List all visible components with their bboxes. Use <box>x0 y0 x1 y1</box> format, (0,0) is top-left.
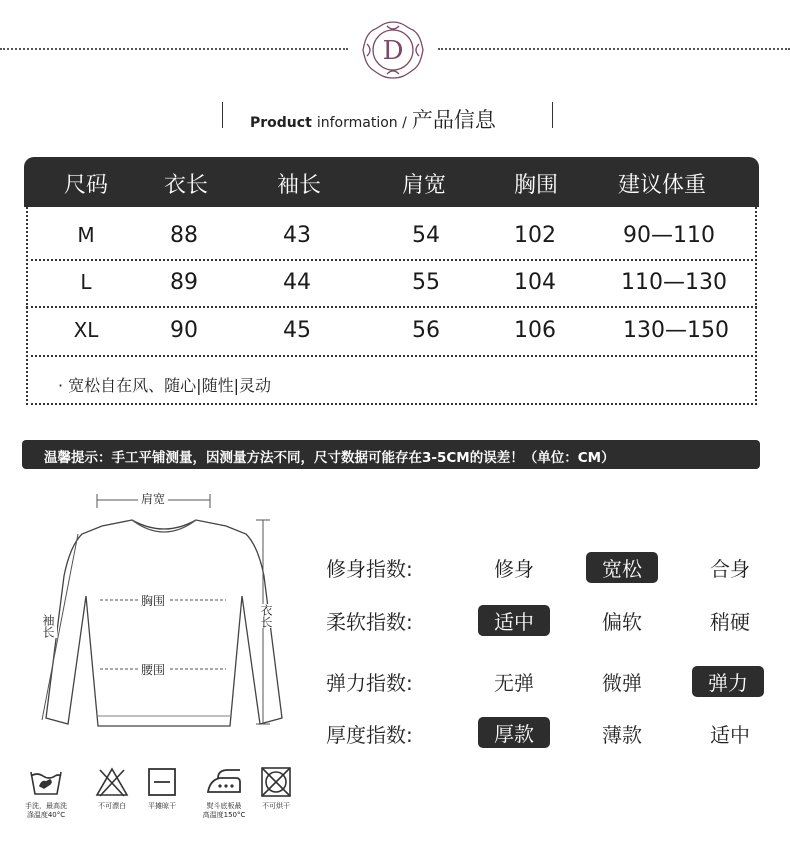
option-thick-thin: 薄款 <box>602 723 642 747</box>
option-elastic-none: 无弹 <box>494 671 534 695</box>
cell-chest: 102 <box>514 223 556 248</box>
heading-english: information / <box>316 115 407 131</box>
cell-size: M <box>77 223 95 247</box>
cell-sleeve: 45 <box>283 318 311 343</box>
cell-sleeve: 43 <box>283 223 311 248</box>
caption-dry-flat: 平摊晾干 <box>148 802 176 810</box>
cell-shoulder: 55 <box>412 270 440 295</box>
table-header <box>24 157 759 207</box>
garment-diagram <box>20 486 285 756</box>
notice-text: 温馨提示：手工平铺测量，因测量方法不同，尺寸数据可能存在3-5CM的误差！（单位：CM） <box>44 450 615 466</box>
top-dotted-line-right <box>438 48 790 50</box>
caption-hand-wash: 手洗，最高洗 涤温度40°C <box>25 802 67 819</box>
row-separator <box>26 355 757 357</box>
sweater-outline <box>20 486 285 756</box>
option-soft-stiff: 稍硬 <box>710 610 750 634</box>
care-iron <box>196 766 252 820</box>
cell-sleeve: 44 <box>283 270 311 295</box>
header-length: 衣长 <box>163 173 209 198</box>
size-table <box>24 157 759 405</box>
brand-logo <box>357 18 429 82</box>
dry-flat-icon <box>144 766 180 798</box>
index-label-softness: 柔软指数: <box>326 610 413 634</box>
header-weight: 建议体重 <box>617 173 707 198</box>
cell-shoulder: 56 <box>412 318 440 343</box>
cell-shoulder: 54 <box>412 223 440 248</box>
header-chest: 胸围 <box>513 173 559 198</box>
no-bleach-icon <box>94 766 130 798</box>
style-note: · 宽松自在风、随心|随性|灵动 <box>58 376 271 395</box>
hand-wash-icon <box>28 766 64 798</box>
logo-letter: D <box>382 36 404 66</box>
cell-chest: 106 <box>514 318 556 343</box>
index-label-elasticity: 弹力指数: <box>326 671 413 695</box>
label-shoulder: 肩宽 <box>138 490 168 507</box>
cell-length: 89 <box>170 270 198 295</box>
cell-length: 90 <box>170 318 198 343</box>
option-soft-soft: 偏软 <box>602 610 642 634</box>
label-waist: 腰围 <box>138 661 168 678</box>
label-length: 衣长 <box>259 604 273 628</box>
measurement-notice-banner <box>22 440 760 469</box>
option-elastic-stretch-selected: 弹力 <box>692 666 764 697</box>
caption-no-tumble-dry: 不可烘干 <box>262 802 290 810</box>
care-dry-flat <box>134 766 190 811</box>
label-chest: 胸围 <box>138 592 168 609</box>
heading-chinese: 产品信息 <box>411 108 496 132</box>
cell-length: 88 <box>170 223 198 248</box>
cell-weight: 90—110 <box>623 223 715 248</box>
care-hand-wash <box>18 766 74 820</box>
option-elastic-slight: 微弹 <box>602 671 642 695</box>
caption-no-bleach: 不可漂白 <box>98 802 126 810</box>
iron-icon <box>204 766 244 798</box>
header-shoulder: 肩宽 <box>401 173 447 198</box>
section-heading <box>222 100 554 130</box>
cell-size: XL <box>73 318 99 342</box>
caption-iron: 熨斗底板最 高温度150°C <box>202 802 246 819</box>
index-label-fit: 修身指数: <box>326 557 413 581</box>
cell-chest: 104 <box>514 270 556 295</box>
header-size: 尺码 <box>63 173 109 198</box>
index-label-thickness: 厚度指数: <box>326 723 413 747</box>
row-separator <box>26 259 757 261</box>
option-thick-thick-selected: 厚款 <box>478 717 550 748</box>
heading-bar-left <box>222 102 223 128</box>
no-tumble-dry-icon <box>258 766 294 798</box>
option-fit-regular: 合身 <box>710 557 750 581</box>
table-border-bottom <box>26 403 757 405</box>
option-soft-medium-selected: 适中 <box>478 605 550 636</box>
option-fit-slim: 修身 <box>494 557 534 581</box>
cell-weight: 110—130 <box>621 270 727 295</box>
option-fit-loose-selected: 宽松 <box>586 552 658 583</box>
care-no-bleach <box>84 766 140 811</box>
label-sleeve: 袖长 <box>41 614 55 638</box>
top-dotted-line-left <box>0 48 348 50</box>
cell-weight: 130—150 <box>623 318 729 343</box>
care-no-tumble-dry <box>248 766 304 811</box>
heading-bar-right <box>552 102 553 128</box>
row-separator <box>26 306 757 308</box>
header-sleeve: 袖长 <box>276 173 322 198</box>
option-thick-medium: 适中 <box>710 723 750 747</box>
cell-size: L <box>80 270 92 294</box>
heading-english-bold: Product <box>250 115 312 131</box>
